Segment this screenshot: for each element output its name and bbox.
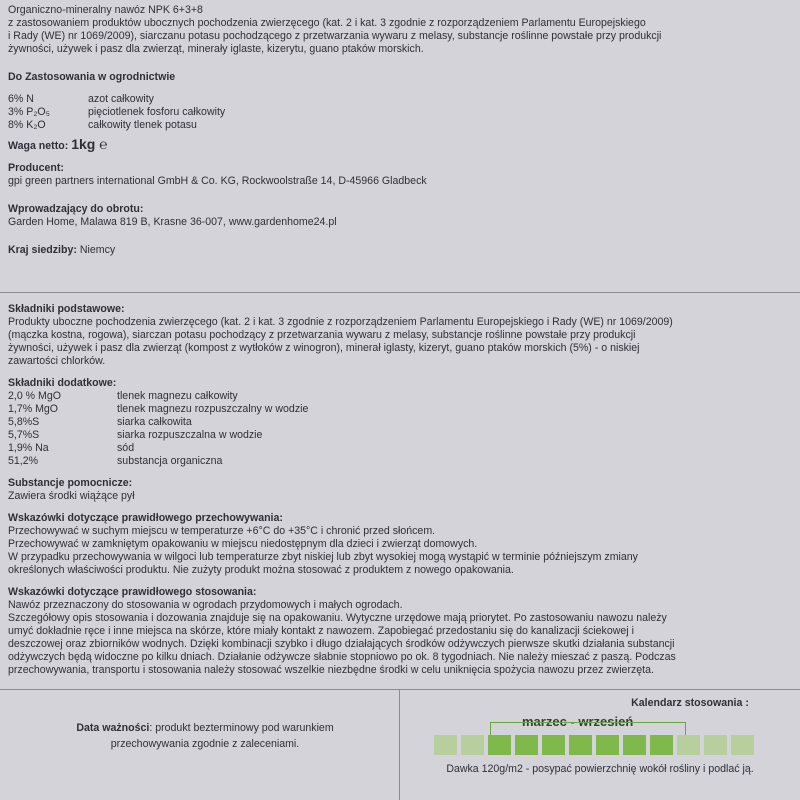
calendar-month-cell-active: [542, 735, 565, 755]
additional-value: 2,0 % MgO: [8, 390, 61, 402]
additional-desc: tlenek magnezu rozpuszczalny w wodzie: [117, 403, 309, 415]
calendar-month-cell-active: [650, 735, 673, 755]
nutrient-desc: azot całkowity: [88, 93, 154, 105]
country-value: Niemcy: [79, 244, 116, 256]
expiry-info: [20, 720, 390, 752]
product-details-section: [8, 303, 794, 677]
additional-desc: tlenek magnezu całkowity: [117, 390, 238, 402]
calendar-month-cell-active: [488, 735, 511, 755]
additional-ingredients-heading: Składniki dodatkowe:: [8, 377, 117, 389]
calendar-month-cell: [731, 735, 754, 755]
additional-row: [8, 442, 794, 455]
section-divider: [0, 689, 800, 690]
nutrient-desc: całkowity tlenek potasu: [88, 119, 197, 131]
text-line: odżywczych będą widoczne po kilku dniach. Działanie odżywcze słabnie stopniowo po ok. 8 tygodniach. Nie należy mieszać z paszą. Podczas: [8, 651, 676, 663]
product-title: Organiczno-mineralny nawóz NPK 6+3+8: [8, 4, 203, 16]
nutrient-desc: pięciotlenek fosforu całkowity: [88, 106, 226, 118]
calendar-title: Kalendarz stosowania :: [631, 697, 749, 709]
net-weight: [8, 138, 794, 153]
additional-row: [8, 429, 794, 442]
product-description: [8, 17, 794, 56]
calendar-range-bracket: [490, 722, 686, 735]
calendar-month-cell-active: [596, 735, 619, 755]
importer-label: Wprowadzający do obrotu:: [8, 203, 144, 215]
calendar-month-cell: [434, 735, 457, 755]
nutrient-list: [8, 93, 794, 132]
additional-desc: siarka całkowita: [117, 416, 192, 428]
text-line: umyć dokładnie ręce i inne miejsca na skórze, które miały kontakt z nawozem. Zapobiegać przedostaniu się do kanalizacji ściekowej i: [8, 625, 634, 637]
text-line: Produkty uboczne pochodzenia zwierzęcego (kat. 2 i kat. 3 zgodnie z rozporządzeniem Parlamentu Europejskiego i Rady (WE) nr 1069/2009): [8, 316, 673, 328]
section-divider: [0, 292, 800, 293]
text-line: Szczegółowy opis stosowania i dozowania znajduje się na opakowaniu. Wytyczne urzędowe mają priorytet. Po zastosowaniu nawozu należy: [8, 612, 667, 624]
text-line: zawartości chlorków.: [8, 355, 106, 367]
calendar-month-cell-active: [623, 735, 646, 755]
additional-desc: substancja organiczna: [117, 455, 223, 467]
additional-desc: sód: [117, 442, 135, 454]
expiry-text: przechowywania zgodnie z zaleceniami.: [110, 738, 300, 750]
additional-row: [8, 390, 794, 403]
additional-row: [8, 455, 794, 468]
nutrient-row: [8, 93, 794, 106]
use-heading: Do Zastosowania w ogrodnictwie: [8, 71, 176, 83]
text-line: Przechowywać w suchym miejscu w temperaturze +6°C do +35°C i chronić przed słońcem.: [8, 525, 436, 537]
additional-ingredients-list: [8, 390, 794, 468]
usage-text: [8, 599, 794, 677]
product-header-section: [8, 4, 794, 257]
nutrient-value: 8% K₂O: [8, 119, 46, 131]
calendar-months: [434, 735, 754, 755]
basic-ingredients-text: [8, 316, 794, 368]
net-weight-label: Waga netto:: [8, 140, 69, 152]
storage-text: [8, 525, 794, 577]
text-line: przechowywania, transportu i stosowania należy stosować wszelkie niezbędne środki w celu uniknięcia spożycia nawozu przez zwierzęta.: [8, 664, 654, 676]
nutrient-value: 3% P₂O₅: [8, 106, 50, 118]
calendar-month-cell-active: [569, 735, 592, 755]
storage-heading: Wskazówki dotyczące prawidłowego przechowywania:: [8, 512, 283, 524]
nutrient-row: [8, 119, 794, 132]
calendar-month-cell: [704, 735, 727, 755]
text-line: (mączka kostna, rogowa), siarczan potasu pochodzący z przetwarzania wywaru z melasy, substancje roślinne powstałe przy produkcji: [8, 329, 636, 341]
text-line: żywności, używek i pasz dla zwierząt (kompost z wytłoków z winogron), minerał iglasty, kizeryt, guano ptaków morskich (5%) - o niskiej: [8, 342, 640, 354]
additional-value: 1,9% Na: [8, 442, 49, 454]
additional-value: 5,8%S: [8, 416, 40, 428]
nutrient-row: [8, 106, 794, 119]
description-line: i Rady (WE) nr 1069/2009), siarczanu potasu pochodzącego z przetwarzania wywaru z melasy, substancje roślinne powstałe przy produkcji: [8, 30, 662, 42]
text-line: określonych właściwości produktu. Nie zużyty produkt można stosować z produktem z nowego opakowania.: [8, 564, 514, 576]
calendar-month-cell: [461, 735, 484, 755]
net-weight-value: 1kg ℮: [71, 136, 108, 152]
additional-desc: siarka rozpuszczalna w wodzie: [117, 429, 263, 441]
description-line: żywności, używek i pasz dla zwierząt, minerały iglaste, kizerytu, guano ptaków morskich.: [8, 43, 424, 55]
basic-ingredients-heading: Składniki podstawowe:: [8, 303, 125, 315]
text-line: W przypadku przechowywania w wilgoci lub temperaturze zbyt niskiej lub zbyt wysokiej mogą wystąpić w terminie późniejszym zmiany: [8, 551, 638, 563]
additional-row: [8, 416, 794, 429]
expiry-label: Data ważności: [76, 722, 150, 734]
auxiliary-heading: Substancje pomocnicze:: [8, 477, 133, 489]
usage-heading: Wskazówki dotyczące prawidłowego stosowania:: [8, 586, 257, 598]
auxiliary-text: Zawiera środki wiążące pył: [8, 490, 135, 502]
calendar-month-cell: [677, 735, 700, 755]
additional-value: 5,7%S: [8, 429, 40, 441]
description-line: z zastosowaniem produktów ubocznych pochodzenia zwierzęcego (kat. 2 i kat. 3 zgodnie z rozporządzeniem Parlamentu Europejskiego: [8, 17, 646, 29]
producer-value: gpi green partners international GmbH & Co. KG, Rockwoolstraße 14, D-45966 Gladbeck: [8, 175, 427, 187]
text-line: Przechowywać w zamkniętym opakowaniu w miejscu niedostępnym dla dzieci i zwierząt domowych.: [8, 538, 478, 550]
text-line: Nawóz przeznaczony do stosowania w ogrodach przydomowych i małych ogrodach.: [8, 599, 403, 611]
expiry-text: : produkt bezterminowy pod warunkiem: [149, 722, 334, 734]
dosage-note: Dawka 120g/m2 - posypać powierzchnię wokół rośliny i podlać ją.: [446, 763, 754, 775]
importer-value: Garden Home, Malawa 819 B, Krasne 36-007, www.gardenhome24.pl: [8, 216, 337, 228]
additional-value: 1,7% MgO: [8, 403, 59, 415]
text-line: deszczowej oraz zbiorników wodnych. Dzięki kombinacji szybko i długo działających środków odżywczych pierwsze skutki działania substancji: [8, 638, 675, 650]
producer-label: Producent:: [8, 162, 64, 174]
calendar-range: marzec - wrzesień: [522, 714, 634, 729]
country-row: [8, 244, 794, 257]
additional-row: [8, 403, 794, 416]
column-divider: [399, 689, 400, 800]
calendar-month-cell-active: [515, 735, 538, 755]
nutrient-value: 6% N: [8, 93, 34, 105]
country-label: Kraj siedziby:: [8, 244, 77, 256]
additional-value: 51,2%: [8, 455, 39, 467]
